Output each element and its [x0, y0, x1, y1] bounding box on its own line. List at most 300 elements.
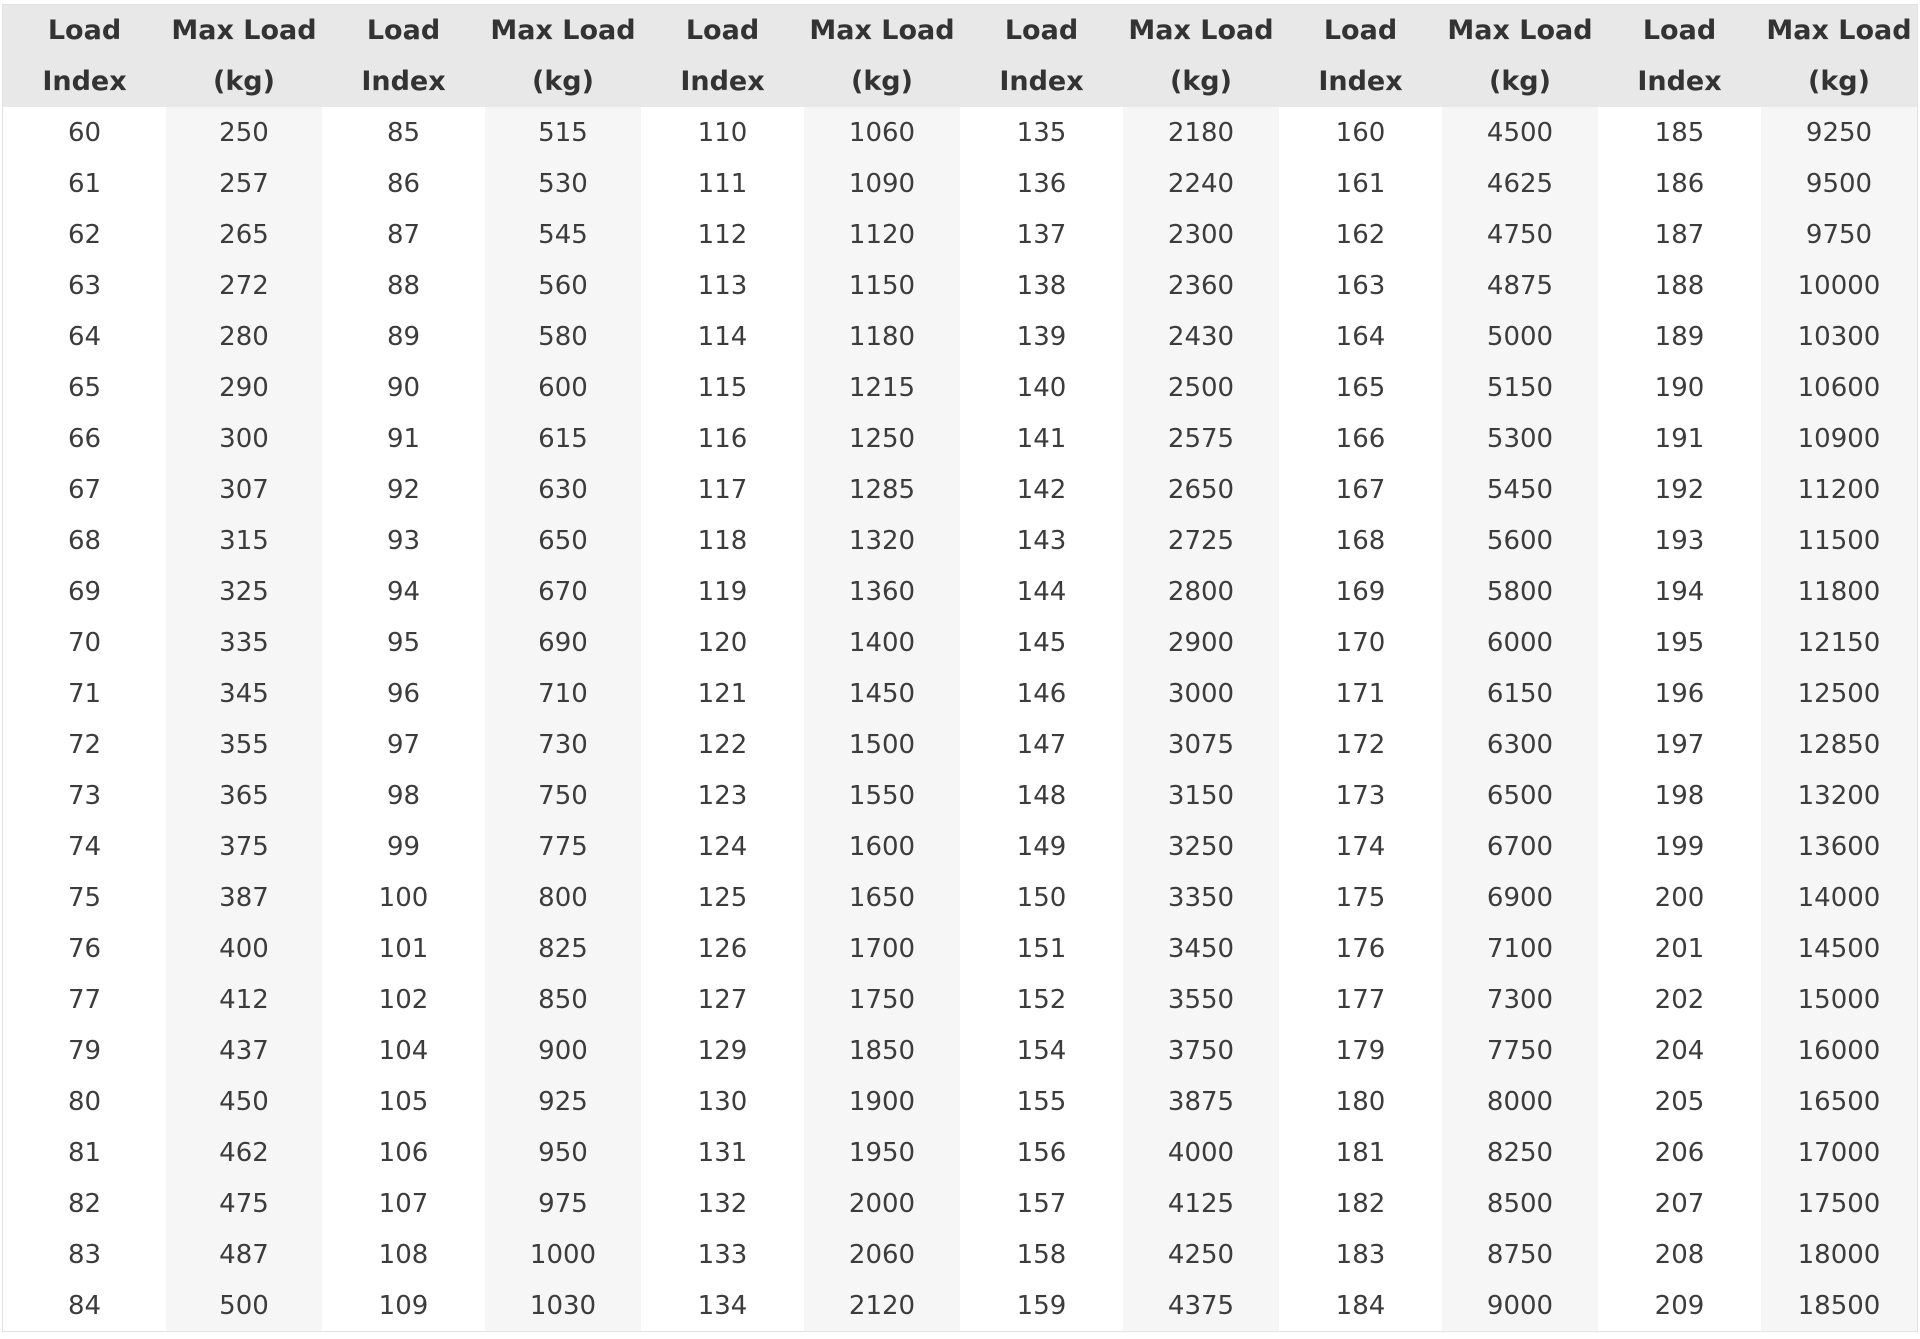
load-index-cell: 131: [641, 1127, 804, 1178]
max-load-cell: 257: [166, 158, 322, 209]
load-index-cell: 157: [960, 1178, 1123, 1229]
header-max-load: [166, 5, 322, 107]
max-load-cell: 530: [485, 158, 641, 209]
max-load-cell: 9750: [1761, 209, 1917, 260]
max-load-cell: 15000: [1761, 974, 1917, 1025]
load-index-cell: 130: [641, 1076, 804, 1127]
table-row: [3, 1025, 1917, 1076]
load-index-cell: 91: [322, 413, 485, 464]
load-index-cell: 186: [1598, 158, 1761, 209]
load-index-cell: 88: [322, 260, 485, 311]
max-load-cell: 2300: [1123, 209, 1279, 260]
max-load-cell: 2650: [1123, 464, 1279, 515]
load-index-cell: 145: [960, 617, 1123, 668]
load-index-cell: 202: [1598, 974, 1761, 1025]
load-index-cell: 65: [3, 362, 166, 413]
max-load-cell: 8500: [1442, 1178, 1598, 1229]
header-label: Max Load: [171, 15, 317, 46]
max-load-cell: 7300: [1442, 974, 1598, 1025]
load-index-cell: 159: [960, 1280, 1123, 1331]
max-load-cell: 650: [485, 515, 641, 566]
load-index-cell: 161: [1279, 158, 1442, 209]
max-load-cell: 11800: [1761, 566, 1917, 617]
max-load-cell: 335: [166, 617, 322, 668]
max-load-cell: 6500: [1442, 770, 1598, 821]
max-load-cell: 8000: [1442, 1076, 1598, 1127]
max-load-cell: 2360: [1123, 260, 1279, 311]
max-load-cell: 730: [485, 719, 641, 770]
max-load-cell: 3450: [1123, 923, 1279, 974]
max-load-cell: 5150: [1442, 362, 1598, 413]
max-load-cell: 3075: [1123, 719, 1279, 770]
header-label: Max Load: [490, 15, 636, 46]
max-load-cell: 3150: [1123, 770, 1279, 821]
max-load-cell: 3875: [1123, 1076, 1279, 1127]
load-index-cell: 169: [1279, 566, 1442, 617]
load-index-cell: 183: [1279, 1229, 1442, 1280]
load-index-table: [3, 5, 1917, 1331]
max-load-cell: 1950: [804, 1127, 960, 1178]
load-index-cell: 176: [1279, 923, 1442, 974]
header-load-index: [1598, 5, 1761, 107]
max-load-cell: 5450: [1442, 464, 1598, 515]
load-index-cell: 115: [641, 362, 804, 413]
max-load-cell: 4625: [1442, 158, 1598, 209]
load-index-cell: 105: [322, 1076, 485, 1127]
max-load-cell: 462: [166, 1127, 322, 1178]
load-index-cell: 151: [960, 923, 1123, 974]
max-load-cell: 5000: [1442, 311, 1598, 362]
load-index-cell: 66: [3, 413, 166, 464]
load-index-cell: 104: [322, 1025, 485, 1076]
max-load-cell: 1150: [804, 260, 960, 311]
header-label: Index: [361, 66, 446, 97]
table-row: [3, 1280, 1917, 1331]
load-index-cell: 179: [1279, 1025, 1442, 1076]
max-load-cell: 14000: [1761, 872, 1917, 923]
load-index-cell: 165: [1279, 362, 1442, 413]
load-index-cell: 152: [960, 974, 1123, 1025]
load-index-cell: 70: [3, 617, 166, 668]
max-load-cell: 487: [166, 1229, 322, 1280]
load-index-cell: 126: [641, 923, 804, 974]
table-row: [3, 1127, 1917, 1178]
load-index-cell: 101: [322, 923, 485, 974]
max-load-cell: 4125: [1123, 1178, 1279, 1229]
max-load-cell: 4000: [1123, 1127, 1279, 1178]
load-index-cell: 108: [322, 1229, 485, 1280]
load-index-cell: 119: [641, 566, 804, 617]
max-load-cell: 1650: [804, 872, 960, 923]
max-load-cell: 3750: [1123, 1025, 1279, 1076]
load-index-cell: 174: [1279, 821, 1442, 872]
load-index-cell: 129: [641, 1025, 804, 1076]
table-row: [3, 260, 1917, 311]
max-load-cell: 850: [485, 974, 641, 1025]
max-load-cell: 17500: [1761, 1178, 1917, 1229]
load-index-cell: 138: [960, 260, 1123, 311]
max-load-cell: 7750: [1442, 1025, 1598, 1076]
load-index-cell: 142: [960, 464, 1123, 515]
max-load-cell: 1700: [804, 923, 960, 974]
max-load-cell: 16000: [1761, 1025, 1917, 1076]
max-load-cell: 17000: [1761, 1127, 1917, 1178]
max-load-cell: 1090: [804, 158, 960, 209]
max-load-cell: 1750: [804, 974, 960, 1025]
load-index-cell: 190: [1598, 362, 1761, 413]
table-row: [3, 719, 1917, 770]
max-load-cell: 375: [166, 821, 322, 872]
load-index-cell: 118: [641, 515, 804, 566]
load-index-cell: 147: [960, 719, 1123, 770]
header-max-load: [1442, 5, 1598, 107]
load-index-cell: 76: [3, 923, 166, 974]
max-load-cell: 1550: [804, 770, 960, 821]
table-header: [3, 5, 1917, 107]
load-index-cell: 193: [1598, 515, 1761, 566]
max-load-cell: 750: [485, 770, 641, 821]
load-index-cell: 187: [1598, 209, 1761, 260]
load-index-cell: 77: [3, 974, 166, 1025]
load-index-cell: 114: [641, 311, 804, 362]
max-load-cell: 1000: [485, 1229, 641, 1280]
header-label: (kg): [1808, 66, 1870, 97]
table-row: [3, 413, 1917, 464]
load-index-table-container: [2, 4, 1918, 1332]
max-load-cell: 670: [485, 566, 641, 617]
max-load-cell: 5600: [1442, 515, 1598, 566]
load-index-cell: 208: [1598, 1229, 1761, 1280]
load-index-cell: 201: [1598, 923, 1761, 974]
max-load-cell: 4250: [1123, 1229, 1279, 1280]
load-index-cell: 198: [1598, 770, 1761, 821]
max-load-cell: 355: [166, 719, 322, 770]
table-row: [3, 311, 1917, 362]
max-load-cell: 775: [485, 821, 641, 872]
load-index-cell: 60: [3, 107, 166, 158]
max-load-cell: 6300: [1442, 719, 1598, 770]
header-label: (kg): [1489, 66, 1551, 97]
load-index-cell: 168: [1279, 515, 1442, 566]
max-load-cell: 8250: [1442, 1127, 1598, 1178]
max-load-cell: 2575: [1123, 413, 1279, 464]
header-label: Load: [685, 15, 760, 46]
load-index-cell: 180: [1279, 1076, 1442, 1127]
load-index-cell: 90: [322, 362, 485, 413]
max-load-cell: 250: [166, 107, 322, 158]
load-index-cell: 92: [322, 464, 485, 515]
load-index-cell: 144: [960, 566, 1123, 617]
header-label: Index: [1318, 66, 1403, 97]
load-index-cell: 96: [322, 668, 485, 719]
load-index-cell: 195: [1598, 617, 1761, 668]
load-index-cell: 61: [3, 158, 166, 209]
load-index-cell: 175: [1279, 872, 1442, 923]
header-label: Index: [1637, 66, 1722, 97]
max-load-cell: 3000: [1123, 668, 1279, 719]
table-row: [3, 1076, 1917, 1127]
load-index-cell: 82: [3, 1178, 166, 1229]
load-index-cell: 163: [1279, 260, 1442, 311]
max-load-cell: 307: [166, 464, 322, 515]
load-index-cell: 80: [3, 1076, 166, 1127]
max-load-cell: 11500: [1761, 515, 1917, 566]
load-index-cell: 137: [960, 209, 1123, 260]
max-load-cell: 1500: [804, 719, 960, 770]
max-load-cell: 12150: [1761, 617, 1917, 668]
max-load-cell: 365: [166, 770, 322, 821]
max-load-cell: 18000: [1761, 1229, 1917, 1280]
max-load-cell: 412: [166, 974, 322, 1025]
max-load-cell: 265: [166, 209, 322, 260]
header-max-load: [1123, 5, 1279, 107]
load-index-cell: 102: [322, 974, 485, 1025]
max-load-cell: 2900: [1123, 617, 1279, 668]
header-label: Load: [1004, 15, 1079, 46]
load-index-cell: 149: [960, 821, 1123, 872]
table-row: [3, 107, 1917, 158]
load-index-cell: 85: [322, 107, 485, 158]
load-index-cell: 87: [322, 209, 485, 260]
load-index-cell: 199: [1598, 821, 1761, 872]
max-load-cell: 6700: [1442, 821, 1598, 872]
load-index-cell: 116: [641, 413, 804, 464]
table-row: [3, 872, 1917, 923]
load-index-cell: 170: [1279, 617, 1442, 668]
load-index-cell: 191: [1598, 413, 1761, 464]
max-load-cell: 1180: [804, 311, 960, 362]
load-index-cell: 109: [322, 1280, 485, 1331]
max-load-cell: 545: [485, 209, 641, 260]
max-load-cell: 4750: [1442, 209, 1598, 260]
max-load-cell: 2180: [1123, 107, 1279, 158]
header-max-load: [804, 5, 960, 107]
max-load-cell: 2120: [804, 1280, 960, 1331]
max-load-cell: 290: [166, 362, 322, 413]
load-index-cell: 125: [641, 872, 804, 923]
max-load-cell: 1450: [804, 668, 960, 719]
header-label: Load: [47, 15, 122, 46]
load-index-cell: 206: [1598, 1127, 1761, 1178]
max-load-cell: 10300: [1761, 311, 1917, 362]
load-index-cell: 196: [1598, 668, 1761, 719]
max-load-cell: 6150: [1442, 668, 1598, 719]
header-label: (kg): [532, 66, 594, 97]
max-load-cell: 3550: [1123, 974, 1279, 1025]
load-index-cell: 207: [1598, 1178, 1761, 1229]
max-load-cell: 272: [166, 260, 322, 311]
header-label: Max Load: [809, 15, 955, 46]
header-label: (kg): [851, 66, 913, 97]
load-index-cell: 71: [3, 668, 166, 719]
load-index-cell: 172: [1279, 719, 1442, 770]
max-load-cell: 12500: [1761, 668, 1917, 719]
load-index-cell: 133: [641, 1229, 804, 1280]
load-index-cell: 86: [322, 158, 485, 209]
max-load-cell: 400: [166, 923, 322, 974]
load-index-cell: 99: [322, 821, 485, 872]
load-index-cell: 74: [3, 821, 166, 872]
table-row: [3, 617, 1917, 668]
header-label: (kg): [1170, 66, 1232, 97]
load-index-cell: 98: [322, 770, 485, 821]
max-load-cell: 600: [485, 362, 641, 413]
load-index-cell: 167: [1279, 464, 1442, 515]
load-index-cell: 73: [3, 770, 166, 821]
header-row: [3, 5, 1917, 107]
load-index-cell: 89: [322, 311, 485, 362]
max-load-cell: 515: [485, 107, 641, 158]
load-index-cell: 106: [322, 1127, 485, 1178]
max-load-cell: 825: [485, 923, 641, 974]
header-load-index: [641, 5, 804, 107]
load-index-cell: 171: [1279, 668, 1442, 719]
load-index-cell: 192: [1598, 464, 1761, 515]
max-load-cell: 8750: [1442, 1229, 1598, 1280]
load-index-cell: 72: [3, 719, 166, 770]
load-index-cell: 97: [322, 719, 485, 770]
table-body: [3, 107, 1917, 1331]
max-load-cell: 560: [485, 260, 641, 311]
header-label: Max Load: [1128, 15, 1274, 46]
load-index-cell: 136: [960, 158, 1123, 209]
max-load-cell: 10000: [1761, 260, 1917, 311]
max-load-cell: 4375: [1123, 1280, 1279, 1331]
max-load-cell: 1900: [804, 1076, 960, 1127]
max-load-cell: 3250: [1123, 821, 1279, 872]
load-index-cell: 166: [1279, 413, 1442, 464]
load-index-cell: 185: [1598, 107, 1761, 158]
header-label: Max Load: [1447, 15, 1593, 46]
load-index-cell: 134: [641, 1280, 804, 1331]
max-load-cell: 10900: [1761, 413, 1917, 464]
load-index-cell: 205: [1598, 1076, 1761, 1127]
load-index-cell: 162: [1279, 209, 1442, 260]
load-index-cell: 181: [1279, 1127, 1442, 1178]
max-load-cell: 437: [166, 1025, 322, 1076]
max-load-cell: 1060: [804, 107, 960, 158]
max-load-cell: 16500: [1761, 1076, 1917, 1127]
max-load-cell: 5300: [1442, 413, 1598, 464]
load-index-cell: 155: [960, 1076, 1123, 1127]
load-index-cell: 135: [960, 107, 1123, 158]
header-load-index: [1279, 5, 1442, 107]
load-index-cell: 140: [960, 362, 1123, 413]
max-load-cell: 13600: [1761, 821, 1917, 872]
load-index-cell: 160: [1279, 107, 1442, 158]
table-row: [3, 974, 1917, 1025]
load-index-cell: 189: [1598, 311, 1761, 362]
max-load-cell: 500: [166, 1280, 322, 1331]
max-load-cell: 5800: [1442, 566, 1598, 617]
max-load-cell: 1600: [804, 821, 960, 872]
max-load-cell: 2430: [1123, 311, 1279, 362]
load-index-cell: 141: [960, 413, 1123, 464]
load-index-cell: 156: [960, 1127, 1123, 1178]
max-load-cell: 1850: [804, 1025, 960, 1076]
load-index-cell: 100: [322, 872, 485, 923]
max-load-cell: 950: [485, 1127, 641, 1178]
max-load-cell: 925: [485, 1076, 641, 1127]
load-index-cell: 62: [3, 209, 166, 260]
max-load-cell: 710: [485, 668, 641, 719]
table-row: [3, 566, 1917, 617]
table-row: [3, 668, 1917, 719]
load-index-cell: 148: [960, 770, 1123, 821]
max-load-cell: 315: [166, 515, 322, 566]
max-load-cell: 325: [166, 566, 322, 617]
load-index-cell: 127: [641, 974, 804, 1025]
header-load-index: [3, 5, 166, 107]
load-index-cell: 154: [960, 1025, 1123, 1076]
load-index-cell: 112: [641, 209, 804, 260]
load-index-cell: 69: [3, 566, 166, 617]
header-max-load: [485, 5, 641, 107]
header-label: Load: [366, 15, 441, 46]
max-load-cell: 345: [166, 668, 322, 719]
header-load-index: [960, 5, 1123, 107]
header-label: Index: [42, 66, 127, 97]
max-load-cell: 800: [485, 872, 641, 923]
max-load-cell: 7100: [1442, 923, 1598, 974]
load-index-cell: 209: [1598, 1280, 1761, 1331]
load-index-cell: 120: [641, 617, 804, 668]
max-load-cell: 13200: [1761, 770, 1917, 821]
max-load-cell: 14500: [1761, 923, 1917, 974]
max-load-cell: 580: [485, 311, 641, 362]
max-load-cell: 9250: [1761, 107, 1917, 158]
max-load-cell: 4875: [1442, 260, 1598, 311]
load-index-cell: 110: [641, 107, 804, 158]
table-row: [3, 158, 1917, 209]
max-load-cell: 900: [485, 1025, 641, 1076]
table-row: [3, 209, 1917, 260]
table-row: [3, 1178, 1917, 1229]
max-load-cell: 450: [166, 1076, 322, 1127]
max-load-cell: 18500: [1761, 1280, 1917, 1331]
load-index-cell: 107: [322, 1178, 485, 1229]
load-index-cell: 93: [322, 515, 485, 566]
load-index-cell: 83: [3, 1229, 166, 1280]
header-label: Index: [999, 66, 1084, 97]
load-index-cell: 81: [3, 1127, 166, 1178]
max-load-cell: 615: [485, 413, 641, 464]
load-index-cell: 124: [641, 821, 804, 872]
max-load-cell: 4500: [1442, 107, 1598, 158]
load-index-cell: 182: [1279, 1178, 1442, 1229]
load-index-cell: 121: [641, 668, 804, 719]
load-index-cell: 123: [641, 770, 804, 821]
max-load-cell: 280: [166, 311, 322, 362]
load-index-cell: 177: [1279, 974, 1442, 1025]
max-load-cell: 387: [166, 872, 322, 923]
header-max-load: [1761, 5, 1917, 107]
load-index-cell: 143: [960, 515, 1123, 566]
load-index-cell: 204: [1598, 1025, 1761, 1076]
max-load-cell: 475: [166, 1178, 322, 1229]
header-label: Index: [680, 66, 765, 97]
max-load-cell: 3350: [1123, 872, 1279, 923]
max-load-cell: 11200: [1761, 464, 1917, 515]
load-index-cell: 79: [3, 1025, 166, 1076]
header-load-index: [322, 5, 485, 107]
load-index-cell: 68: [3, 515, 166, 566]
max-load-cell: 2800: [1123, 566, 1279, 617]
max-load-cell: 12850: [1761, 719, 1917, 770]
max-load-cell: 10600: [1761, 362, 1917, 413]
max-load-cell: 1250: [804, 413, 960, 464]
load-index-cell: 84: [3, 1280, 166, 1331]
